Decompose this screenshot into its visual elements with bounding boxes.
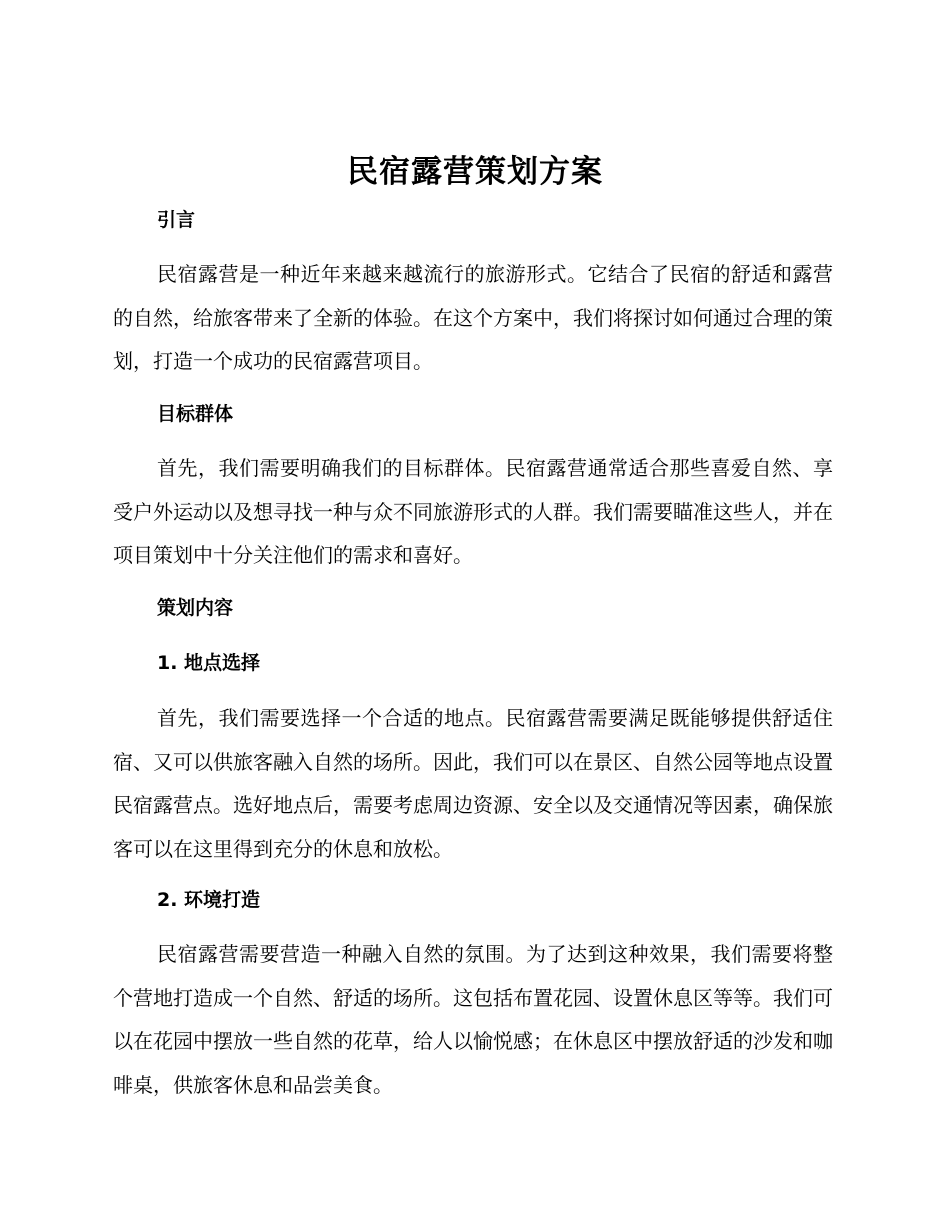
section-heading-environment: 2. 环境打造 [157,889,261,911]
section-paragraph-location: 首先，我们需要选择一个合适的地点。民宿露营需要满足既能够提供舒适住宿、又可以供旅客融入自然的场所。因此，我们可以在景区、自然公园等地点设置民宿露营点。选好地点后，需要考虑周边资源、安全以及交通情况等因素，确保旅客可以在这里得到充分的休息和放松。 [113,706,833,861]
document-title: 民宿露营策划方案 [347,154,603,190]
section-heading-intro: 引言 [157,209,196,231]
section-heading-plan-content: 策划内容 [157,597,234,619]
section-heading-target-group: 目标群体 [157,403,234,425]
section-heading-location: 1. 地点选择 [157,652,261,674]
section-paragraph-intro: 民宿露营是一种近年来越来越流行的旅游形式。它结合了民宿的舒适和露营的自然，给旅客带来了全新的体验。在这个方案中，我们将探讨如何通过合理的策划，打造一个成功的民宿露营项目。 [113,262,833,373]
section-paragraph-environment: 民宿露营需要营造一种融入自然的氛围。为了达到这种效果，我们需要将整个营地打造成一个自然、舒适的场所。这包括布置花园、设置休息区等等。我们可以在花园中摆放一些自然的花草，给人以愉悦感；在休息区中摆放舒适的沙发和咖啡桌，供旅客休息和品尝美食。 [113,942,833,1097]
section-paragraph-target-group: 首先，我们需要明确我们的目标群体。民宿露营通常适合那些喜爱自然、享受户外运动以及想寻找一种与众不同旅游形式的人群。我们需要瞄准这些人，并在项目策划中十分关注他们的需求和喜好。 [113,456,833,567]
